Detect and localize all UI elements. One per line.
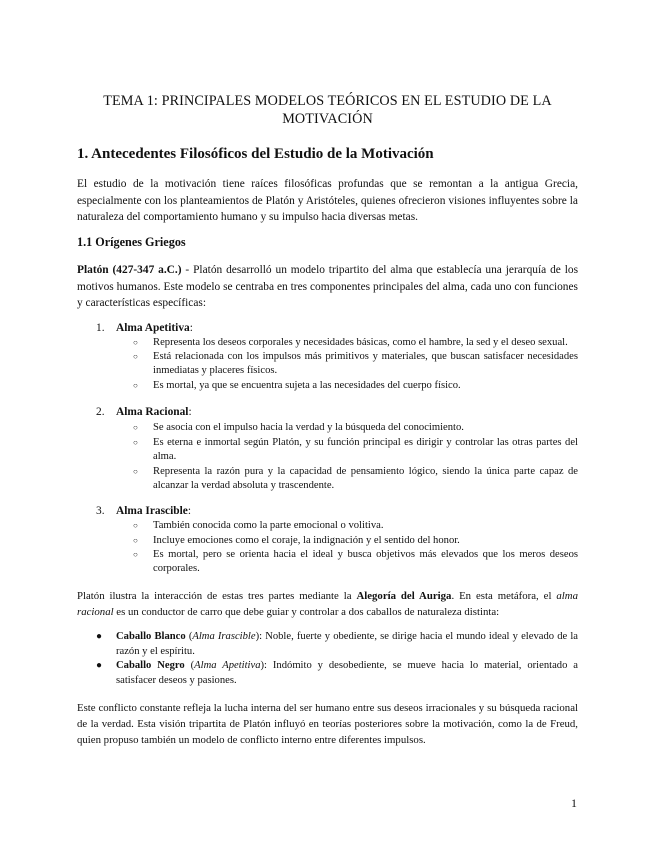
plato-label: Platón (427-347 a.C.)	[77, 264, 182, 276]
soul-name: Alma Racional	[116, 406, 189, 418]
bullet-icon: ●	[96, 660, 103, 671]
list-number: 2.	[96, 406, 105, 418]
bullet-icon: ●	[96, 631, 103, 642]
horse-description: : Noble, fuerte y obediente, se dirige hacia el mundo ideal y elevado de la razón y el espíritu.	[116, 631, 579, 657]
allegory-paragraph	[77, 588, 578, 620]
plato-text: - Platón desarrolló un modelo tripartito del alma que establecía una jerarquía de los motivos humanos. Este modelo se centraba en tres componentes principales del alma, cada uno con funciones y características específicas:	[77, 264, 578, 309]
list-item-black-horse: ● Caballo Negro (Alma Apetitiva): Indómito y desobediente, se mueve hacia lo material, orientado a satisfacer deseos y pasiones.	[96, 660, 578, 686]
page-number: 1	[571, 796, 577, 810]
list-item: ○ Es eterna e inmortal según Platón, y su función principal es dirigir y controlar las otras partes del alma.	[153, 436, 578, 465]
allegory-text: . En esta metáfora, el	[451, 590, 557, 602]
horse-soul: Alma Irascible	[192, 631, 256, 642]
horse-name: Caballo Negro	[116, 660, 185, 671]
list-number: 3.	[96, 505, 105, 517]
list-item: ○ Incluye emociones como el coraje, la indignación y el sentido del honor.	[153, 534, 578, 548]
allegory-emphasis: alma racional	[77, 590, 578, 618]
list-item: ○ Se asocia con el impulso hacia la verdad y la búsqueda del conocimiento.	[153, 421, 578, 435]
list-item: ○ También conocida como la parte emocional o volitiva.	[153, 519, 578, 533]
list-number: 1.	[96, 322, 105, 334]
list-item: ○ Está relacionada con los impulsos más primitivos y materiales, que buscan satisfacer necesidades inmediatas y placeres físicos.	[153, 350, 578, 379]
conclusion-paragraph: Este conflicto constante refleja la lucha interna del ser humano entre sus deseos irracionales y su búsqueda racional de la verdad. Esta visión tripartita de Platón influyó en teorías posteriores sobre la motivación, como la de Freud, quien propuso también un modelo de conflicto interno entre diferentes impulsos.	[77, 702, 578, 746]
list-item: ○ Es mortal, ya que se encuentra sujeta a las necesidades del cuerpo físico.	[153, 379, 578, 393]
soul-name: Alma Apetitiva	[116, 322, 190, 334]
list-item: ○ Representa los deseos corporales y necesidades básicas, como el hambre, la sed y el deseo sexual.	[153, 336, 578, 350]
allegory-title: Alegoría del Auriga	[356, 590, 452, 602]
horse-soul: Alma Apetitiva	[194, 660, 261, 671]
soul-item-rational: 2. Alma Racional:	[96, 406, 192, 418]
allegory-text: es un conductor de carro que debe guiar y controlar a dos caballos de naturaleza distinta:	[113, 606, 500, 618]
document-title: TEMA 1: PRINCIPALES MODELOS TEÓRICOS EN EL ESTUDIO DE LA MOTIVACIÓN	[103, 93, 552, 127]
list-item: ○ Es mortal, pero se orienta hacia el ideal y busca objetivos más elevados que los meros deseos corporales.	[153, 548, 578, 577]
horse-name: Caballo Blanco	[116, 631, 186, 642]
soul-name: Alma Irascible	[116, 505, 188, 517]
subsection-heading: 1.1 Orígenes Griegos	[77, 235, 186, 249]
allegory-text: Platón ilustra la interacción de estas tres partes mediante la	[77, 590, 357, 602]
section-heading: 1. Antecedentes Filosóficos del Estudio de la Motivación	[77, 146, 434, 162]
horse-description: : Indómito y desobediente, se mueve hacia lo material, orientado a satisfacer deseos y pasiones.	[116, 660, 578, 686]
soul-item-appetitive: 1. Alma Apetitiva:	[96, 322, 193, 334]
list-item-white-horse: ● Caballo Blanco (Alma Irascible): Noble, fuerte y obediente, se dirige hacia el mundo ideal y elevado de la razón y el espíritu.	[96, 631, 579, 657]
plato-paragraph	[77, 262, 578, 312]
list-item: ○ Representa la razón pura y la capacidad de pensamiento lógico, siendo la única parte capaz de alcanzar la verdad absoluta y trascendente.	[153, 465, 578, 494]
intro-paragraph: El estudio de la motivación tiene raíces filosóficas profundas que se remontan a la antigua Grecia, especialmente con los planteamientos de Platón y Aristóteles, quienes ofrecieron visiones influyentes sobre la naturaleza del comportamiento humano y su impulso hacia diversas metas.	[77, 178, 578, 223]
soul-item-irascible: 3. Alma Irascible:	[96, 505, 191, 517]
